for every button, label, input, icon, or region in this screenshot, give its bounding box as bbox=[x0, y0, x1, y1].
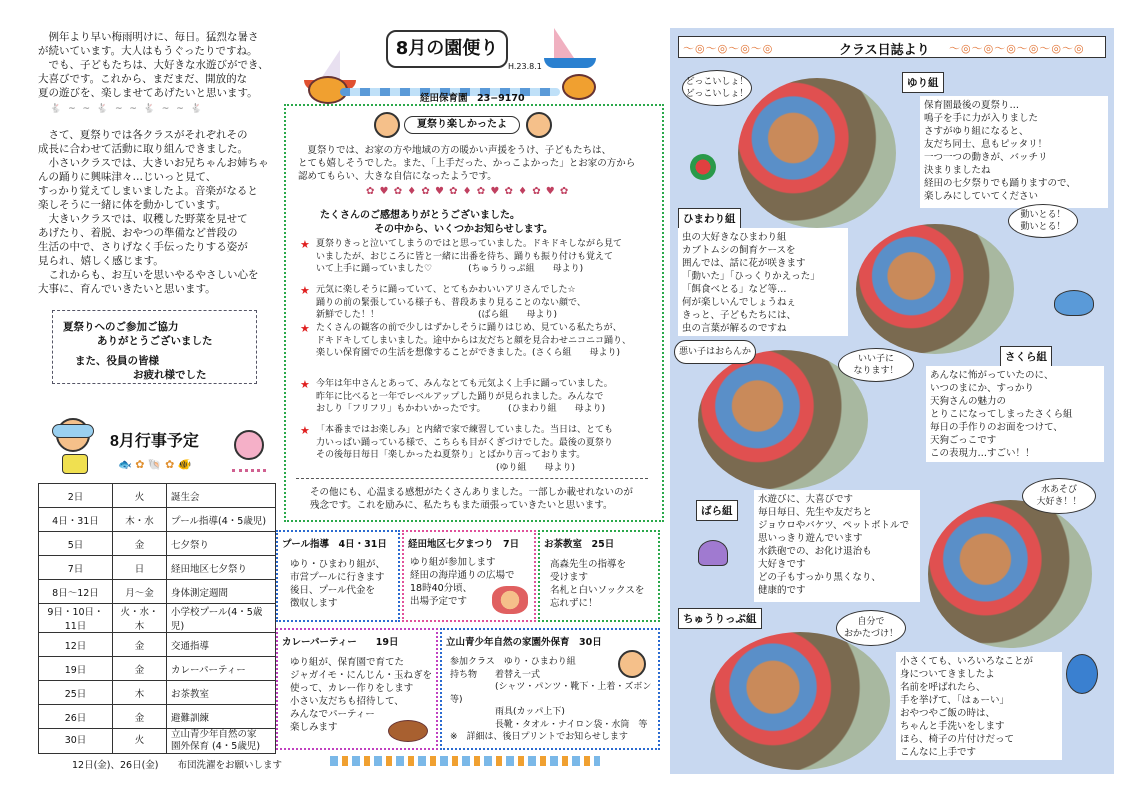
schedule-date: 7日 bbox=[39, 556, 113, 580]
parent-comment: 今年は年中さんとあって、みんなとても元気よく上手に踊っていました。 昨年に比べると一年でレベルアップした踊りが見られました。みんなで おしり「フリフリ」もかわいかったです。 (ひまわり組 母より) bbox=[316, 379, 613, 414]
tanabata-box bbox=[402, 530, 536, 622]
schedule-event: 小学校プール(4・5歳児) bbox=[167, 604, 276, 633]
bear2-icon bbox=[562, 74, 596, 100]
thanks-line-3: また、役員の皆様 bbox=[75, 355, 159, 367]
schedule-date: 25日 bbox=[39, 681, 113, 705]
sakura-text: あんなに怖がっていたのに、 いつのまにか、すっかり 天狗さんの魅力の とりこになってしまったさくら組 毎日の手作りのお面をつけて、 天狗ごっこです この表現力…すごい！！ bbox=[926, 366, 1104, 462]
himawari-label: ひまわり組 bbox=[678, 208, 741, 229]
schedule-date: 19日 bbox=[39, 657, 113, 681]
octopus-legs-icon bbox=[232, 458, 266, 472]
school-info: 経田保育園 23−9170 bbox=[420, 93, 525, 104]
star-icon: ★ bbox=[300, 284, 310, 297]
jellyfish-icon bbox=[698, 540, 728, 566]
schedule-event: 身体測定週間 bbox=[167, 580, 276, 604]
octopus-icon bbox=[234, 430, 264, 460]
tea-body: 高森先生の指導を 受けます 名札と白いソックスを 忘れずに！ bbox=[550, 559, 645, 609]
thanks-box bbox=[52, 310, 257, 384]
sakura-label: さくら組 bbox=[1000, 346, 1052, 367]
schedule-event: 経田地区七夕祭り bbox=[167, 556, 276, 580]
schedule-event: 立山青少年自然の家 園外保育 (4・5歳児) bbox=[167, 729, 276, 754]
newsletter-title: 8月の園便り bbox=[395, 38, 499, 59]
festival-intro: 夏祭りでは、お家の方や地域の方の暖かい声援をうけ、子どもたちは、 とても嬉しそうでした。また、「上手だった、かっこよかった」とお家の方から 認めてもらい、大きな自信になったようです。 bbox=[298, 145, 636, 182]
schedule-date: 4日・31日 bbox=[39, 508, 113, 532]
schedule-event: カレーパーティー bbox=[167, 657, 276, 681]
tulip-label: ちゅうりっぷ組 bbox=[678, 608, 762, 629]
issue-date: H.23.8.1 bbox=[508, 62, 542, 71]
futon-notice: 12日(金)、26日(金) 布団洗濯をお願いします bbox=[72, 760, 283, 771]
schedule-row bbox=[39, 604, 276, 633]
schedule-weekday: 火 bbox=[113, 729, 167, 754]
schedule-weekday: 日 bbox=[113, 556, 167, 580]
schedule-row bbox=[39, 484, 276, 508]
schedule-event: 交通指導 bbox=[167, 633, 276, 657]
schedule-weekday: 木 bbox=[113, 681, 167, 705]
intro-paragraph: 例年より早い梅雨明けに、毎日。猛烈な暑さ が続いています。大人はもうぐったりですね。 でも、子どもたちは、大好きな水遊びができ、 大喜びです。これから、まだまだ、開放的な 夏の遊びを、楽しませてあげたいと思います。 bbox=[38, 31, 269, 99]
fish-icon: 🐟 ✿ 🐚 ✿ 🐠 bbox=[118, 458, 192, 471]
right-sailboat-icon bbox=[544, 28, 600, 68]
parent-comment: 夏祭りきっと泣いてしまうのではと思っていました。ドキドキしながら見て いましたが、おじころに皆と一緒に出番を待ち、踊りも振り付けも覚えて いて上手に踊っていました♡ (ちゅうりっぷ組 母より) bbox=[316, 239, 623, 274]
tulip-bubble: 自分で おかたづけ！ bbox=[836, 610, 906, 646]
sakura-bubble-2: いい子に なります！ bbox=[838, 348, 914, 382]
children-icon bbox=[492, 586, 528, 614]
parent-comment: 元気に楽しそうに踊っていて、とてもかわいいアリさんでした☆ 踊りの前の緊張している様子も、普段あまり見ることのない顔で、 新鮮でした！！ (ばら組 母より) bbox=[316, 285, 586, 320]
schedule-row bbox=[39, 508, 276, 532]
bara-label: ばら組 bbox=[696, 500, 738, 521]
class-diary-panel bbox=[670, 28, 1114, 774]
watermelon-icon bbox=[690, 154, 716, 180]
himawari-bubble: 動いとる！ 動いとる！ bbox=[1008, 204, 1078, 238]
hiker-icon bbox=[618, 650, 646, 678]
trip-title: 立山青少年自然の家園外保育 30日 bbox=[446, 637, 602, 648]
swimmers-left-icon: 〜◎〜◎〜◎〜◎ bbox=[683, 42, 774, 55]
yuri-text: 保育園最後の夏祭り… 鳴子を手に力が入りました さすがゆり組になると、 友だち同士、息もピッタリ！ 一つ一つの動きが、バッチリ 決まりましたね 経田の七夕祭りでも踊りますので、 楽しみにしていてください bbox=[920, 96, 1108, 208]
goggles-icon bbox=[52, 424, 94, 438]
schedule-date: 30日 bbox=[39, 729, 113, 754]
header-art bbox=[300, 28, 600, 108]
schedule-date: 5日 bbox=[39, 532, 113, 556]
bara-photo bbox=[928, 500, 1092, 648]
schedule-weekday: 木・水 bbox=[113, 508, 167, 532]
thanks-heading-b: その中から、いくつかお知らせします。 bbox=[374, 224, 553, 235]
schedule-row bbox=[39, 633, 276, 657]
schedule-weekday: 金 bbox=[113, 532, 167, 556]
yuri-bubble: どっこいしょ！ どっこいしょ！ bbox=[682, 70, 752, 106]
schedule-row bbox=[39, 681, 276, 705]
schedule-date: 2日 bbox=[39, 484, 113, 508]
pool-title: プール指導 4日・31日 bbox=[282, 539, 387, 550]
thanks-line-1: 夏祭りへのご参加ご協力 bbox=[63, 321, 179, 333]
swimmers-right-icon: 〜◎〜◎〜◎〜◎〜◎〜◎ bbox=[949, 42, 1085, 55]
yuri-label: ゆり組 bbox=[902, 72, 944, 93]
swimsuit-icon bbox=[62, 454, 88, 474]
schedule-event: 誕生会 bbox=[167, 484, 276, 508]
schedule-row bbox=[39, 580, 276, 604]
rabbit-decoration-icon: 🐇 ~ ~ 🐇 ~ ~ 🐇 ~ ~ 🐇 bbox=[50, 104, 204, 114]
schedule-date: 8日～12日 bbox=[39, 580, 113, 604]
star-icon: ★ bbox=[300, 424, 310, 437]
parent-comment: 「本番まではお楽しみ」と内緒で家で練習していました。当日は、とても 力いっぱい踊っている様で、こちらも目がくぎづけでした。最後の夏祭り その後毎日毎日「楽しかったね夏祭り」とばかり言っております。 (ゆり組 母より) bbox=[316, 425, 614, 473]
divider bbox=[296, 478, 648, 479]
pool-box bbox=[276, 530, 400, 622]
curry-box bbox=[276, 628, 438, 750]
tanabata-body: ゆり組が参加します 経田の海岸通りの広場で 18時40分頃、 出場予定です bbox=[410, 557, 515, 607]
thanks-line-4: お疲れ様でした bbox=[133, 369, 207, 381]
star-icon: ★ bbox=[300, 238, 310, 251]
penguin-icon bbox=[1066, 654, 1098, 694]
yuri-photo bbox=[738, 78, 896, 228]
festival-box bbox=[284, 104, 664, 522]
title-frame bbox=[386, 30, 508, 68]
tulip-photo bbox=[710, 632, 890, 770]
curry-title: カレーパーティー 19日 bbox=[282, 637, 399, 648]
closing-text: その他にも、心温まる感想がたくさんありました。一部しか載せれないのが 残念です。これを励みに、私たちもまた頑張っていきたいと思います。 bbox=[310, 487, 634, 511]
star-icon: ★ bbox=[300, 378, 310, 391]
thanks-line-2: ありがとうございました bbox=[97, 335, 213, 347]
curry-body: ゆり組が、保育園で育てた ジャガイモ・にんじん・玉ねぎを 使って、カレー作りをします 小さい友だちも招待して、 みんなでパーティー 楽しみます bbox=[290, 657, 433, 733]
schedule-row bbox=[39, 532, 276, 556]
schedule-row bbox=[39, 657, 276, 681]
girl-face-icon bbox=[374, 112, 400, 138]
schedule-date: 26日 bbox=[39, 705, 113, 729]
schedule-weekday: 火 bbox=[113, 484, 167, 508]
schedule-weekday: 月～金 bbox=[113, 580, 167, 604]
star-icon: ★ bbox=[300, 322, 310, 335]
schedule-date: 9日・10日・11日 bbox=[39, 604, 113, 633]
tanabata-title: 経田地区七夕まつり 7日 bbox=[408, 539, 520, 550]
schedule-header bbox=[38, 410, 278, 480]
schedule-row bbox=[39, 556, 276, 580]
boy-face-icon bbox=[526, 112, 552, 138]
schedule-event: 七夕祭り bbox=[167, 532, 276, 556]
festival-paragraph: さて、夏祭りでは各クラスがそれぞれその 成長に合わせて活動に取り組んできました。 小さいクラスでは、大きいお兄ちゃんお姉ちゃ んの踊りに興味津々…じいっと見て、 すっかり覚えてしまいましたよ。音楽がなると 楽しそうに一緒に体を動かしています。 大きいクラスでは、収穫した野菜を見せて あげたり、着脱、おやつの準備など普段の 生活の中で、さりげなく手伝ったりする姿が 見られ、嬉しく感じます。 これからも、お互いを思いやるやさしい心を 大事に、育んでいきたいと思います。 bbox=[38, 129, 269, 295]
bara-text: 水遊びに、大喜びです 毎日毎日、先生や友だちと ジョウロやバケツ、ペットボトルで 思いっきり遊んでいます 水鉄砲での、お化け退治も 大好きです どの子もすっかり黒くなり、 健康的です bbox=[754, 490, 920, 602]
curry-plate-icon bbox=[388, 720, 428, 742]
sakura-bubble-1: 悪い子はおらんか bbox=[674, 340, 756, 364]
schedule-weekday: 火・水・木 bbox=[113, 604, 167, 633]
schedule-title: 8月行事予定 bbox=[110, 433, 199, 450]
trip-body: 参加クラス ゆり・ひまわり組 持ち物 着替え一式 (シャツ・パンツ・靴下・上着・ズボン等) 雨具(カッパ上下) 長靴・タオル・ナイロン袋・水筒 等 ※ 詳細は、後日プリントでお知らせします bbox=[450, 657, 652, 742]
himawari-photo bbox=[856, 224, 1014, 354]
pool-body: ゆり・ひまわり組が、 市営プールに行きます 後日、プール代金を 徴収します bbox=[290, 559, 386, 609]
schedule-weekday: 金 bbox=[113, 705, 167, 729]
diary-title-bar bbox=[678, 36, 1106, 58]
schedule-weekday: 金 bbox=[113, 633, 167, 657]
bottom-decoration-icon bbox=[330, 756, 600, 766]
schedule-event: 避難訓練 bbox=[167, 705, 276, 729]
diary-title: クラス日誌より bbox=[839, 43, 930, 58]
tulip-text: 小さくても、いろいろなことが 身についてきましたよ 名前を呼ばれたら、 手を挙げて、「はぁーい」 おやつやご飯の時は、 ちゃんと手洗いをします ほら、椅子の片付けだって こんなに上手です bbox=[896, 652, 1062, 760]
festival-decoration-icon: ✿ ♥ ✿ ♦ ✿ ♥ ✿ ♦ ✿ ♥ ✿ ♦ ✿ ♥ ✿ bbox=[366, 186, 570, 197]
schedule-event: プール指導(4・5歳児) bbox=[167, 508, 276, 532]
schedule-row bbox=[39, 729, 276, 754]
schedule-row bbox=[39, 705, 276, 729]
bara-bubble: 水あそび 大好き！！ bbox=[1022, 478, 1096, 514]
tea-box bbox=[538, 530, 660, 622]
thanks-heading-a: たくさんのご感想ありがとうございました。 bbox=[320, 210, 520, 221]
trip-box bbox=[440, 628, 660, 750]
schedule-table bbox=[38, 483, 276, 754]
schedule-date: 12日 bbox=[39, 633, 113, 657]
schedule-event: お茶教室 bbox=[167, 681, 276, 705]
himawari-text: 虫の大好きなひまわり組 カブトムシの飼育ケースを 囲んでは、話に花が咲きます 「動いた」「ひっくりかえった」 「餌食べとる」など等… 何が楽しいんでしょうねぇ きっと、子どもたちには、 虫の言葉が解るのですね bbox=[678, 228, 848, 336]
tea-title: お茶教室 25日 bbox=[544, 539, 615, 550]
parent-comment: たくさんの観客の前で少しはずかしそうに踊りはじめ、見ている私たちが、 ドキドキしてしまいました。途中からは友だちと顔を見合わせニコニコ踊り、 楽しい保育園での生活を想像することができました。(さくら組 母より) bbox=[316, 323, 632, 358]
whale-icon bbox=[1054, 290, 1094, 316]
schedule-weekday: 金 bbox=[113, 657, 167, 681]
festival-title: 夏祭り楽しかったよ bbox=[404, 116, 520, 134]
